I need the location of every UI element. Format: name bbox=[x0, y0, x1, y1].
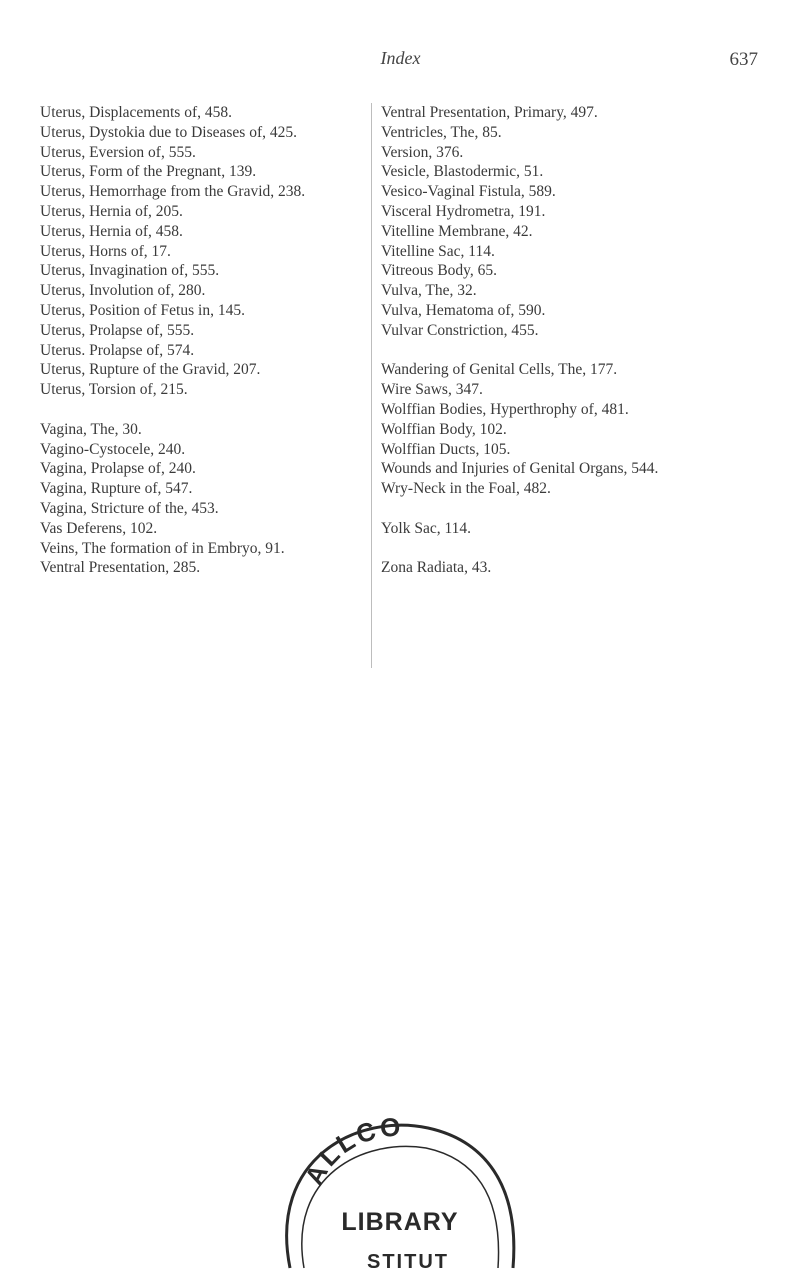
index-entry: Wolffian Ducts, 105. bbox=[381, 440, 511, 458]
index-entry: Vesicle, Blastodermic, 51. bbox=[381, 163, 544, 181]
index-entry: Uterus, Torsion of, 215. bbox=[40, 381, 188, 399]
index-entry: Uterus, Hernia of, 458. bbox=[40, 222, 183, 240]
index-entry: Ventricles, The, 85. bbox=[381, 123, 502, 141]
index-entry: Ventral Presentation, 285. bbox=[40, 559, 201, 577]
index-entry: Uterus, Invagination of, 555. bbox=[40, 262, 220, 280]
index-entry: Wandering of Genital Cells, The, 177. bbox=[381, 361, 618, 379]
index-entry: Vulva, The, 32. bbox=[381, 282, 477, 300]
index-entry: Yolk Sac, 114. bbox=[381, 519, 472, 537]
index-entry: Vagino-Cystocele, 240. bbox=[40, 440, 186, 458]
index-entry: Uterus, Displacements of, 458. bbox=[40, 104, 232, 121]
index-entry: Wolffian Body, 102. bbox=[381, 420, 507, 438]
index-entry: Uterus, Hemorrhage from the Gravid, 238. bbox=[40, 183, 306, 201]
index-entry: Uterus, Form of the Pregnant, 139. bbox=[40, 163, 257, 181]
index-entry: Uterus. Prolapse of, 574. bbox=[40, 341, 195, 359]
index-entry: Uterus, Prolapse of, 555. bbox=[40, 321, 195, 339]
index-entry: Wounds and Injuries of Genital Organs, 544. bbox=[381, 460, 659, 478]
index-entry: Uterus, Position of Fetus in, 145. bbox=[40, 301, 245, 319]
stamp-center-text: LIBRARY bbox=[341, 1208, 459, 1236]
section-gap bbox=[381, 341, 761, 361]
index-entry: Wire Saws, 347. bbox=[381, 381, 483, 399]
index-entry: Ventral Presentation, Primary, 497. bbox=[381, 104, 598, 121]
index-entry: Uterus, Horns of, 17. bbox=[40, 242, 171, 260]
index-entry: Vitelline Membrane, 42. bbox=[381, 222, 533, 240]
index-entry: Vulvar Constriction, 455. bbox=[381, 321, 539, 339]
column-divider bbox=[371, 103, 372, 668]
index-entry: Uterus, Involution of, 280. bbox=[40, 282, 206, 300]
index-entry: Version, 376. bbox=[381, 143, 464, 161]
index-entry: Zona Radiata, 43. bbox=[381, 559, 492, 577]
section-gap bbox=[381, 499, 761, 519]
index-entry: Vas Deferens, 102. bbox=[40, 519, 158, 537]
index-column-left bbox=[40, 103, 370, 578]
index-entry: Vagina, Prolapse of, 240. bbox=[40, 460, 196, 478]
index-entry: Vulva, Hematoma of, 590. bbox=[381, 301, 546, 319]
index-entry: Vagina, Stricture of the, 453. bbox=[40, 499, 219, 517]
index-entry: Uterus, Hernia of, 205. bbox=[40, 202, 183, 220]
page-number: 637 bbox=[729, 49, 758, 70]
index-entry: Wolffian Bodies, Hyperthrophy of, 481. bbox=[381, 400, 629, 418]
index-entry: Visceral Hydrometra, 191. bbox=[381, 202, 546, 220]
stamp-top-text: ALLCO bbox=[298, 1118, 405, 1190]
index-entry: Vitelline Sac, 114. bbox=[381, 242, 495, 260]
index-entry: Vagina, The, 30. bbox=[40, 420, 142, 438]
index-entry: Vesico-Vaginal Fistula, 589. bbox=[381, 183, 556, 201]
index-entry: Vitreous Body, 65. bbox=[381, 262, 498, 280]
index-entry: Veins, The formation of in Embryo, 91. bbox=[40, 539, 285, 557]
index-entry: Uterus, Eversion of, 555. bbox=[40, 143, 196, 161]
index-column-right bbox=[381, 103, 761, 578]
section-gap bbox=[40, 400, 370, 420]
index-entry: Uterus, Rupture of the Gravid, 207. bbox=[40, 361, 261, 379]
index-entry: Vagina, Rupture of, 547. bbox=[40, 480, 193, 498]
library-stamp bbox=[258, 1118, 538, 1278]
index-entry: Wry-Neck in the Foal, 482. bbox=[381, 480, 551, 498]
section-gap bbox=[381, 539, 761, 559]
index-entry: Uterus, Dystokia due to Diseases of, 425. bbox=[40, 123, 297, 141]
stamp-bottom-text: STITUT bbox=[367, 1251, 449, 1273]
page-header-title: Index bbox=[380, 48, 421, 68]
